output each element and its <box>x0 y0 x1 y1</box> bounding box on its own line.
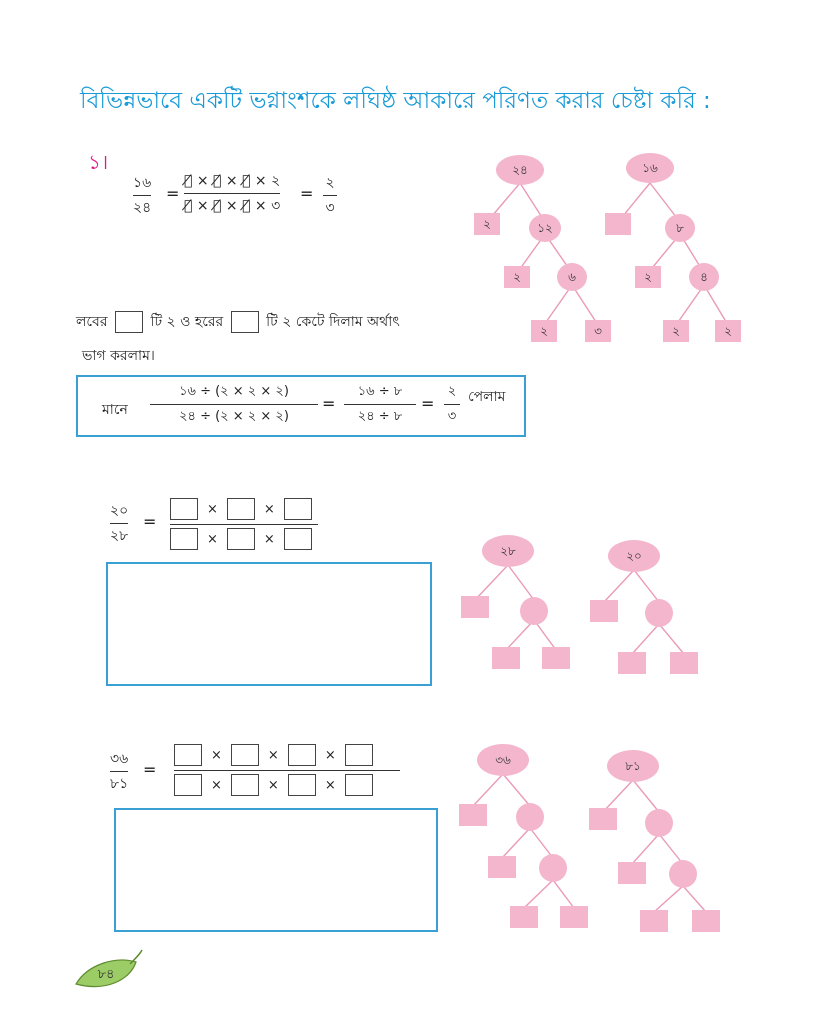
problem3-denominator: ৮১ <box>110 776 129 792</box>
tree-leaf-blank[interactable] <box>510 906 538 928</box>
tree-node-label: ৩৬ <box>495 753 511 767</box>
summary-fraction-1-numerator: ১৬ ÷ (২ × ২ × ২) <box>179 384 289 399</box>
equals-sign: = <box>143 760 157 779</box>
summary-fraction-1-denominator: ২৪ ÷ (২ × ২ × ২) <box>179 409 289 424</box>
equals-sign: = <box>322 394 336 413</box>
factor-tree-20 <box>590 540 698 674</box>
tree-node-label: ২ <box>672 324 680 338</box>
page-number-leaf-icon <box>70 948 150 998</box>
times-sign: × <box>324 747 336 763</box>
tree-node-blank[interactable] <box>539 854 567 882</box>
summary-fraction-2-numerator: ১৬ ÷ ৮ <box>357 384 403 399</box>
tree-node-label: ১৬ <box>642 161 658 175</box>
times-sign: × <box>267 747 279 763</box>
problem3-numerator: ৩৬ <box>110 751 129 767</box>
summary-fraction-2-denominator: ২৪ ÷ ৮ <box>357 409 403 424</box>
times-sign: × <box>267 777 279 793</box>
page-title: বিভিন্নভাবে একটি ভগ্নাংশকে লঘিষ্ঠ আকারে পরিণত করার চেষ্টা করি : <box>80 88 711 114</box>
equals-sign: = <box>143 512 157 531</box>
summary-result-denominator: ৩ <box>447 409 457 424</box>
expanded-numerator: ২̸ × ২̸ × ২̸ × ২ <box>184 173 281 189</box>
result-numerator: ২ <box>325 175 335 191</box>
tree-leaf-blank[interactable] <box>461 596 489 618</box>
tree-leaf-blank[interactable] <box>605 213 631 235</box>
tree-leaf-blank[interactable] <box>590 600 618 622</box>
tree-node-blank[interactable] <box>520 597 548 625</box>
times-sign: × <box>263 501 275 517</box>
tree-leaf-blank[interactable] <box>542 647 570 669</box>
page-number: ৮৪ <box>97 967 115 982</box>
tree-node-blank[interactable] <box>669 860 697 888</box>
factor-tree-36 <box>459 744 588 928</box>
expanded-denominator: ২̸ × ২̸ × ২̸ × ৩ <box>184 198 281 214</box>
equals-sign: = <box>421 394 435 413</box>
tree-node-blank[interactable] <box>516 803 544 831</box>
tree-leaf-blank[interactable] <box>692 910 720 932</box>
times-sign: × <box>263 531 275 547</box>
result-denominator: ৩ <box>325 200 335 216</box>
problem2-numerator: ২০ <box>110 503 129 519</box>
tree-node-label: ২৪ <box>512 163 528 177</box>
instruction-line-2: ভাগ করলাম। <box>82 348 155 364</box>
problem2-denominator: ২৮ <box>110 528 129 544</box>
times-sign: × <box>211 777 222 793</box>
tree-node-blank[interactable] <box>645 599 673 627</box>
summary-prefix: মানে <box>102 402 128 418</box>
instruction-part-1: লবের <box>76 314 108 330</box>
tree-leaf-blank[interactable] <box>488 856 516 878</box>
tree-node-label: ২৮ <box>500 544 516 558</box>
fraction-numerator: ১৬ <box>133 175 152 191</box>
tree-node-label: ৬ <box>568 270 576 284</box>
tree-node-label: ২ <box>644 270 652 284</box>
tree-node-label: ৩ <box>594 324 602 338</box>
tree-node-label: ২ <box>540 324 548 338</box>
tree-leaf-blank[interactable] <box>618 652 646 674</box>
question-number: ১। <box>88 150 109 174</box>
tree-node-label: ৪ <box>700 270 708 284</box>
tree-leaf-blank[interactable] <box>492 647 520 669</box>
tree-leaf-blank[interactable] <box>589 808 617 830</box>
times-sign: × <box>324 777 336 793</box>
tree-node-blank[interactable] <box>645 809 673 837</box>
summary-result-numerator: ২ <box>447 384 457 399</box>
factor-tree-16 <box>605 153 741 342</box>
tree-node-label: ১২ <box>537 221 553 235</box>
tree-node-label: ২ <box>513 270 521 284</box>
tree-node-label: ৮১ <box>625 759 641 773</box>
instruction-part-3: টি ২ কেটে দিলাম অর্থাৎ <box>266 314 400 330</box>
tree-leaf-blank[interactable] <box>618 862 646 884</box>
times-sign: × <box>207 501 218 517</box>
tree-leaf-blank[interactable] <box>560 906 588 928</box>
equals-sign: = <box>166 184 180 203</box>
factor-tree-24 <box>474 155 611 342</box>
tree-leaf-blank[interactable] <box>670 652 698 674</box>
instruction-part-2: টি ২ ও হরের <box>150 314 224 330</box>
tree-leaf-blank[interactable] <box>459 804 487 826</box>
factor-tree-28 <box>461 535 570 669</box>
tree-node-label: ২ <box>724 324 732 338</box>
factor-tree-81 <box>589 750 720 932</box>
tree-leaf-blank[interactable] <box>640 910 668 932</box>
tree-node-label: ২০ <box>626 549 642 563</box>
times-sign: × <box>207 531 218 547</box>
times-sign: × <box>211 747 222 763</box>
summary-suffix: পেলাম <box>468 389 506 405</box>
tree-node-label: ৮ <box>676 221 684 235</box>
fraction-denominator: ২৪ <box>133 200 152 216</box>
equals-sign: = <box>300 184 314 203</box>
tree-node-label: ২ <box>483 217 491 231</box>
